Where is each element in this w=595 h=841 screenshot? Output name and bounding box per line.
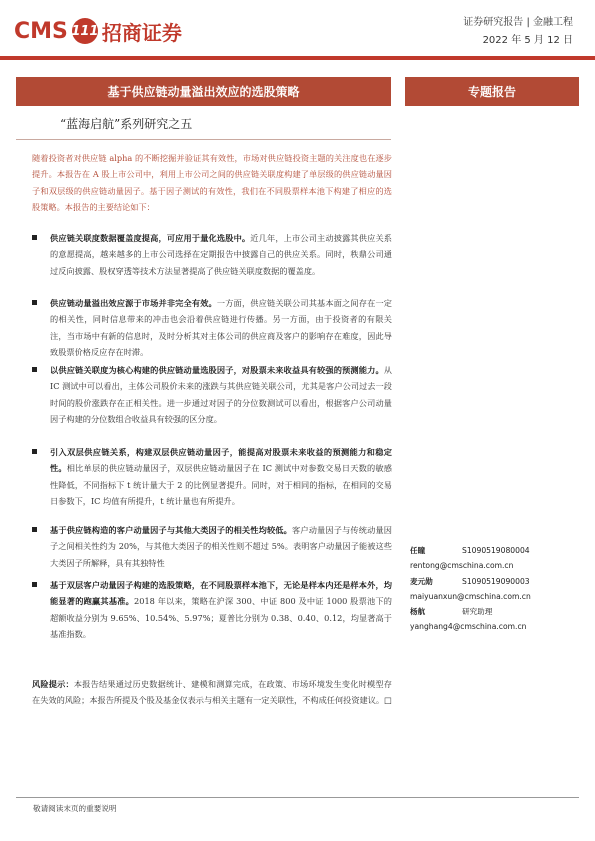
bullet-icon xyxy=(32,582,37,587)
risk-text: 本报告结果通过历史数据统计、建模和测算完成，在政策、市场环境发生变化时模型存在失效的风险；本报告所提及个股及基金仅表示与相关主题有一定关联性，不构成任何投资建议。□ xyxy=(32,679,392,706)
author-row xyxy=(410,558,580,573)
subtitle-divider xyxy=(16,139,391,140)
logo-cms-text: CMS xyxy=(14,18,68,44)
intro-paragraph: 随着投资者对供应链 alpha 的不断挖掘并验证其有效性，市场对供应链投资主题的关注度也在逐步提升。本报告在 A 股上市公司中，利用上市公司之间的供应链关联度构建了单层级的供应链动量因子和双层级的供应链动量因子。基于因子测试的有效性，我们在不同股票样本池下构建了相应的选股策略。本报告的主要结论如下： xyxy=(32,153,392,212)
bullet-text: 2018 年以来，策略在沪深 300、中证 800 及中证 1000 股票池下的超额收益分别为 9.65%、10.54%、5.97%；夏普比分别为 0.38、0.40、0.12，均显著高于基准指数。 xyxy=(50,596,392,639)
bullet-text: 一方面，供应链关联公司其基本面之间存在一定的相关性，同时信息带来的冲击也会沿着供应链进行传播。另一方面，由于投资者的有限关注，当市场中有新的信息时，及时分析其对主体公司的供应商及客户的影响存在难度，因此导致股票价格反应存在时滞。 xyxy=(50,298,392,357)
footer-note: 敬请阅读末页的重要说明 xyxy=(33,804,117,813)
list-item xyxy=(32,522,392,571)
author-name: 麦元勋 xyxy=(410,576,433,586)
list-item xyxy=(32,230,392,279)
list-item xyxy=(32,295,392,360)
bullet-heading: 基于供应链构造的客户动量因子与其他大类因子的相关性均较低。 xyxy=(50,525,292,535)
company-logo xyxy=(14,14,182,48)
bullet-heading: 引入双层供应链关系，构建双层供应链动量因子，能提高对股票未来收益的预测能力和稳定性。 xyxy=(50,447,392,474)
bullet-icon xyxy=(32,367,37,372)
list-item xyxy=(32,577,392,642)
bullet-icon xyxy=(32,527,37,532)
header-info xyxy=(463,14,573,50)
report-label: 专题报告 xyxy=(467,85,516,99)
list-item xyxy=(32,362,392,427)
author-row xyxy=(410,543,580,558)
bullet-heading: 基于双层客户动量因子构建的选股策略，在不同股票样本池下，无论是样本内还是样本外，均能显著的跑赢其基准。 xyxy=(50,580,392,607)
bullet-icon xyxy=(32,300,37,305)
author-row xyxy=(410,589,580,604)
author-row xyxy=(410,574,580,589)
bullet-text: 客户动量因子与传统动量因子之间相关性约为 20%，与其他大类因子的相关性则不超过 5%。表明客户动量因子能被这些大类因子所解释，具有其独特性 xyxy=(50,525,392,568)
risk-warning xyxy=(32,676,392,709)
author-name: 杨航 xyxy=(410,607,426,617)
report-title: 基于供应链动量溢出效应的选股策略 xyxy=(107,85,300,99)
report-label-bar xyxy=(405,77,579,106)
bullet-text: 相比单层的供应链动量因子，双层供应链动量因子在 IC 测试中对参数交易日天数的敏感性降低，不同指标下 t 统计量大于 2 的比例显著提升。同时，对于相同的指标，在相同的交易日参数下，IC 均值有所提升，t 统计量也有所提升。 xyxy=(50,463,392,506)
author-email[interactable]: rentong@cmschina.com.cn xyxy=(410,561,514,571)
report-title-bar xyxy=(16,77,391,106)
author-panel xyxy=(410,543,580,635)
author-email[interactable]: maiyuanxun@cmschina.com.cn xyxy=(410,591,531,601)
list-item xyxy=(32,444,392,509)
series-subtitle: “蓝海启航”系列研究之五 xyxy=(60,117,193,131)
bullet-heading: 以供应链关联度为核心构建的供应链动量选股因子，对股票未来收益具有较强的预测能力。 xyxy=(50,365,384,375)
author-row xyxy=(410,619,580,634)
report-type: 证券研究报告 | 金融工程 xyxy=(463,17,573,28)
header-divider xyxy=(0,56,595,60)
report-date: 2022 年 5 月 12 日 xyxy=(482,35,573,46)
bullet-icon xyxy=(32,449,37,454)
author-license: S1090519090003 xyxy=(462,576,530,586)
logo-badge-icon: 111 xyxy=(72,18,98,44)
bullet-text: 从 IC 测试中可以看出，主体公司股价未来的涨跌与其供应链关联公司，尤其是客户公司过去一段时间的股价涨跌存在正相关性。进一步通过对因子的分位数测试可以看出，根据客户公司动量因子构建的分位数组合收益具有较强的区分度。 xyxy=(50,365,392,424)
author-license: S1090519080004 xyxy=(462,546,530,555)
author-row xyxy=(410,604,580,619)
risk-label: 风险提示： xyxy=(32,679,74,689)
logo-chinese-name: 招商证券 xyxy=(101,20,182,45)
footer-divider xyxy=(16,797,579,798)
author-name: 任瞳 xyxy=(410,546,426,555)
bullet-heading: 供应链动量溢出效应源于市场并非完全有效。 xyxy=(50,298,217,308)
bullet-heading: 供应链关联度数据覆盖度提高，可应用于量化选股中。 xyxy=(50,233,251,243)
author-title: 研究助理 xyxy=(462,607,493,617)
bullet-icon xyxy=(32,235,37,240)
author-email[interactable]: yanghang4@cmschina.com.cn xyxy=(410,622,527,632)
bullet-text: 近几年，上市公司主动披露其供应关系的意愿提高，越来越多的上市公司选择在定期报告中披露自己的供应关系。同时，秩鼎公司通过反向披露、股权穿透等技术方法显著提高了供应链关联度数据的覆盖度。 xyxy=(50,233,392,276)
